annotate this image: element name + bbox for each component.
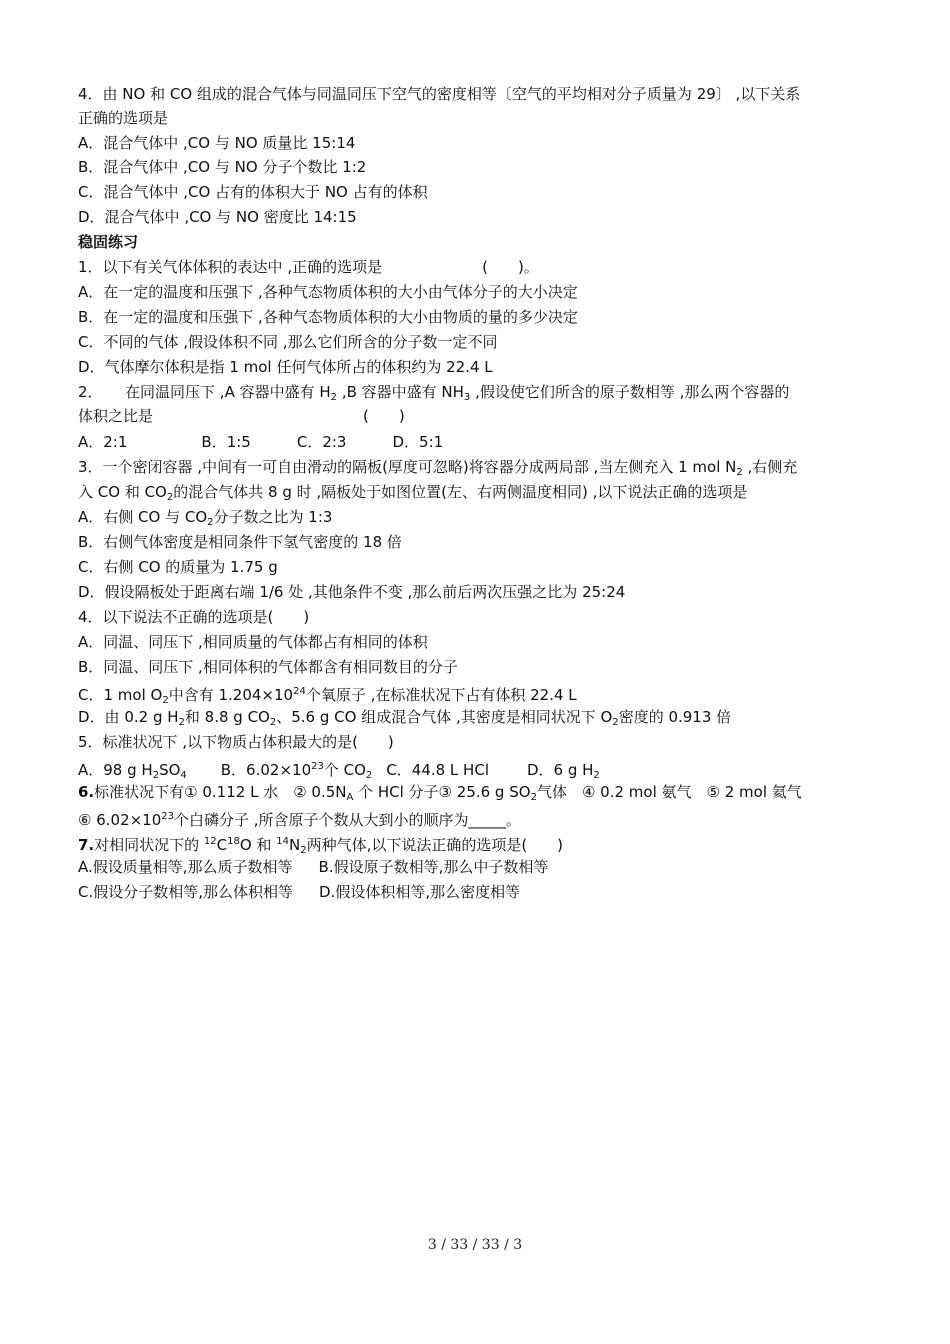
p4-option-a: A．同温、同压下 ,相同质量的气体都占有相同的体积 bbox=[78, 633, 428, 651]
sub-2: 2 bbox=[330, 392, 338, 403]
p7-options-cd bbox=[78, 882, 884, 902]
sup-24: 24 bbox=[293, 686, 306, 697]
q4-option-b: B．混合气体中 ,CO 与 NO 分子个数比 1:2 bbox=[78, 158, 367, 176]
p5-option-c: C．44.8 L HCl bbox=[386, 761, 489, 779]
p1-option-b: B．在一定的温度和压强下 ,各种气态物质体积的大小由物质的量的多少决定 bbox=[78, 308, 578, 326]
p6-num: 6. bbox=[78, 783, 95, 801]
p1-paren: ( )。 bbox=[482, 258, 539, 276]
p6-line2 bbox=[78, 807, 884, 830]
sup-18: 18 bbox=[227, 836, 240, 847]
p7-option-d: D.假设体积相等,那么密度相等 bbox=[319, 883, 521, 901]
p3-stem-line1 bbox=[78, 457, 884, 483]
p2-option-c: C．2:3 bbox=[296, 433, 347, 451]
q4-stem-line2 bbox=[78, 108, 884, 128]
sub-2: 2 bbox=[612, 717, 619, 728]
sub-2: 2 bbox=[530, 792, 537, 803]
p7-option-a: A.假设质量相等,那么质子数相等 bbox=[78, 858, 293, 876]
p4-option-d bbox=[78, 707, 884, 733]
sub-2: 2 bbox=[365, 770, 373, 781]
p5-b2: 个 CO bbox=[323, 761, 366, 779]
p3-s3: 入 CO 和 CO bbox=[78, 483, 167, 501]
p4-c1: C．1 mol O bbox=[78, 686, 163, 704]
p4-d3: 、5.6 g CO 组成混合气体 ,其密度是相同状况下 O bbox=[276, 708, 613, 726]
page-footer: 3 / 33 / 33 / 3 bbox=[427, 1237, 523, 1253]
sub-A: A bbox=[346, 792, 354, 803]
p7-s3: O 和 bbox=[239, 836, 277, 854]
p4-d4: 密度的 0.913 倍 bbox=[618, 708, 732, 726]
p3-option-a bbox=[78, 507, 884, 533]
sub-2: 2 bbox=[593, 770, 600, 781]
sup-23: 23 bbox=[161, 811, 175, 822]
p5-a1: A．98 g H bbox=[78, 761, 153, 779]
p3-a1: A．右侧 CO 与 CO bbox=[78, 508, 208, 526]
p5-b1: B．6.02×10 bbox=[220, 761, 312, 779]
q4-option-d: D．混合气体中 ,CO 与 NO 密度比 14:15 bbox=[78, 208, 357, 226]
p7-option-b: B.假设原子数相等,那么中子数相等 bbox=[318, 858, 549, 876]
sub-2: 2 bbox=[152, 770, 160, 781]
sub-2: 2 bbox=[269, 717, 277, 728]
p1-stem bbox=[78, 257, 884, 277]
p2-stem-line2 bbox=[78, 406, 884, 426]
p2-options bbox=[78, 432, 884, 452]
p2-s3: ,假设使它们所含的原子数相等 ,那么两个容器的 bbox=[470, 383, 790, 401]
p5-stem: 5．标准状况下 ,以下物质占体积最大的是( ) bbox=[78, 733, 394, 751]
p6-line1 bbox=[78, 782, 884, 808]
p3-option-c: C．右侧 CO 的质量为 1.75 g bbox=[78, 558, 278, 576]
p2-paren: ( ) bbox=[363, 407, 405, 425]
sup-12: 12 bbox=[203, 836, 217, 847]
p2-s2: ,B 容器中盛有 NH bbox=[337, 383, 464, 401]
sub-2: 2 bbox=[736, 467, 743, 478]
q4-stem-line1 bbox=[78, 84, 884, 104]
p3-s2: ,右侧充 bbox=[742, 458, 798, 476]
p7-num: 7. bbox=[78, 836, 95, 854]
q4-stem-a: 4．由 NO 和 CO 组成的混合气体与同温同压下空气的密度相等〔空气的平均相对分子质量为 29〕 ,以下关系 bbox=[78, 85, 801, 103]
p4-c3: 个氧原子 ,在标准状况下占有体积 22.4 L bbox=[305, 686, 577, 704]
p3-option-b: B．右侧气体密度是相同条件下氢气密度的 18 倍 bbox=[78, 533, 402, 551]
p2-s1: 2． 在同温同压下 ,A 容器中盛有 H bbox=[78, 383, 331, 401]
p6-s4: ⑥ 6.02×10 bbox=[78, 811, 162, 829]
sub-2: 2 bbox=[300, 845, 307, 856]
section-heading: 稳固练习 bbox=[78, 233, 139, 251]
p4-d1: D．由 0.2 g H bbox=[78, 708, 179, 726]
p7-option-c: C.假设分子数相等,那么体积相等 bbox=[78, 883, 294, 901]
p2-s4: 体积之比是 bbox=[78, 407, 154, 425]
p7-s4: N bbox=[288, 836, 301, 854]
p7-options-ab bbox=[78, 857, 884, 877]
p3-option-d: D．假设隔板处于距离右端 1/6 处 ,其他条件不变 ,那么前后两次压强之比为 25:24 bbox=[78, 583, 626, 601]
p4-d2: 和 8.8 g CO bbox=[184, 708, 270, 726]
p2-option-b: B．1:5 bbox=[201, 433, 251, 451]
q4-option-c: C．混合气体中 ,CO 占有的体积大于 NO 占有的体积 bbox=[78, 183, 428, 201]
p3-stem-line2 bbox=[78, 482, 884, 508]
p2-option-a: A．2:1 bbox=[78, 433, 128, 451]
p2-stem-line1 bbox=[78, 382, 884, 408]
p1-option-a: A．在一定的温度和压强下 ,各种气态物质体积的大小由气体分子的大小决定 bbox=[78, 283, 578, 301]
p3-a2: 分子数之比为 1:3 bbox=[213, 508, 333, 526]
p7-s2: C bbox=[216, 836, 228, 854]
sub-2: 2 bbox=[162, 695, 169, 706]
sub-2: 2 bbox=[207, 517, 214, 528]
p4-c2: 中含有 1.204×10 bbox=[168, 686, 294, 704]
p3-s1: 3．一个密闭容器 ,中间有一可自由滑动的隔板(厚度可忽略)将容器分成两局部 ,当左侧充入 1 mol N bbox=[78, 458, 737, 476]
p4-option-b: B．同温、同压下 ,相同体积的气体都含有相同数目的分子 bbox=[78, 658, 458, 676]
p1-option-d: D．气体摩尔体积是指 1 mol 任何气体所占的体积约为 22.4 L bbox=[78, 358, 493, 376]
p3-s4: 的混合气体共 8 g 时 ,隔板处于如图位置(左、右两侧温度相同) ,以下说法正确的选项是 bbox=[173, 483, 748, 501]
sub-4: 4 bbox=[180, 770, 187, 781]
p7-s5: 两种气体,以下说法正确的选项是( ) bbox=[306, 836, 564, 854]
q4-stem-b: 正确的选项是 bbox=[78, 109, 169, 127]
p6-s5: 个白磷分子 ,所含原子个数从大到小的顺序为_____。 bbox=[174, 811, 522, 829]
p4-stem: 4．以下说法不正确的选项是( ) bbox=[78, 608, 310, 626]
sub-2: 2 bbox=[178, 717, 185, 728]
p6-s1: 标准状况下有① 0.112 L 水 ② 0.5N bbox=[94, 783, 347, 801]
p5-a2: SO bbox=[159, 761, 181, 779]
p1-option-c: C．不同的气体 ,假设体积不同 ,那么它们所含的分子数一定不同 bbox=[78, 333, 498, 351]
sup-23: 23 bbox=[311, 761, 324, 772]
p6-s2: 个 HCl 分子③ 25.6 g SO bbox=[353, 783, 531, 801]
p6-s3: 气体 ④ 0.2 mol 氨气 ⑤ 2 mol 氦气 bbox=[536, 783, 802, 801]
p7-s1: 对相同状况下的 bbox=[94, 836, 204, 854]
sub-3: 3 bbox=[463, 392, 471, 403]
sub-2: 2 bbox=[166, 492, 174, 503]
sup-14: 14 bbox=[276, 836, 289, 847]
q4-option-a: A．混合气体中 ,CO 与 NO 质量比 15:14 bbox=[78, 134, 356, 152]
p1-stem-text: 1．以下有关气体体积的表达中 ,正确的选项是 bbox=[78, 258, 383, 276]
p2-option-d: D．5:1 bbox=[392, 433, 444, 451]
p5-d1: D．6 g H bbox=[526, 761, 594, 779]
